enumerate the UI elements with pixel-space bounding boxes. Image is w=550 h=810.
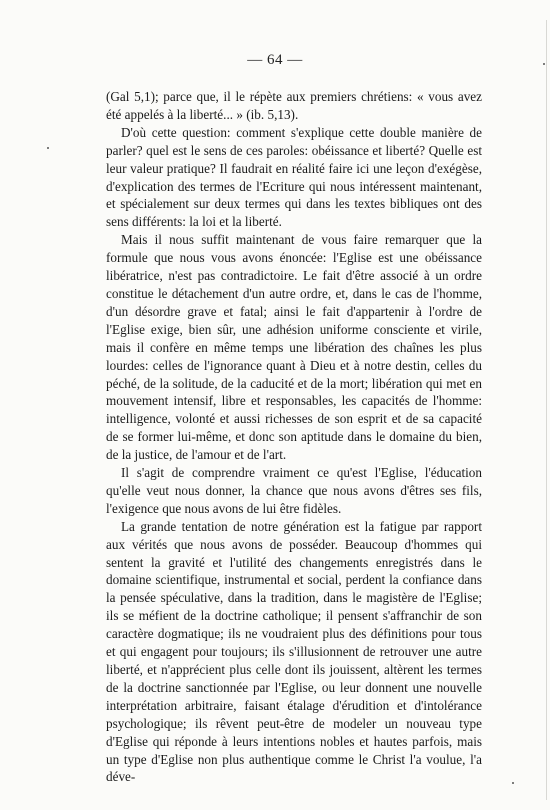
scan-speck [47, 147, 49, 149]
scan-speck [543, 63, 545, 65]
paragraph-continuation: (Gal 5,1); parce que, il le répète aux premiers chrétiens: « vous avez été appelés à la liberté... » (ib. 5,13). [106, 89, 482, 122]
scan-speck [512, 782, 514, 784]
body-text [106, 88, 482, 786]
paragraph: Mais il nous suffit maintenant de vous faire remarquer que la formule que nous vous avons énoncée: l'Eglise est une obéissance libératrice, n'est pas contradictoire. Le fait d'être associé à un ordre constitue le détachement d'un autre ordre, et, dans le cas de l'homme, d'un désordre grave et fatal; ainsi le fait d'appartenir à l'ordre de l'Eglise exige, bien sûr, une adhésion uniforme consciente et virile, mais il confère en même temps une libération des chaînes les plus lourdes: celles de l'ignorance quant à Dieu et à notre destin, celles du péché, de la solitude, de la caducité et de la mort; libération qui met en mouvement intensif, libre et responsables, les capacités de l'homme: intelligence, volonté et aussi richesses de son esprit et de sa capacité de se former lui-même, et donc son aptitude dans le domaine du bien, de la justice, de l'amour et de l'art. [106, 232, 482, 463]
paragraph: La grande tentation de notre génération est la fatigue par rapport aux vérités que nous avons de posséder. Beaucoup d'hommes qui sentent la gravité et l'utilité des changements enregistrés dans le domaine scientifique, instrumental et social, perdent la confiance dans la pensée spéculative, dans la tradition, dans le magistère de l'Eglise; ils se méfient de la doctrine catholique; il pensent s'affranchir de son caractère dogmatique; ils ne voudraient plus des définitions pour tous et qui engagent pour toujours; ils s'illusionnent de retrouver une autre liberté, et n'apprécient plus celle dont ils jouissent, altèrent les termes de la doctrine sanctionnée par l'Eglise, ou leur donnent une nouvelle interprétation arbitraire, faisant étalage d'érudition et d'intolérance psychologique; ils rêvent peut-être de modeler un nouveau type d'Eglise qui réponde à leurs intentions nobles et hautes parfois, mais un type d'Eglise non plus authentique comme le Christ l'a voulue, l'a déve- [106, 518, 482, 785]
paragraph: Il s'agit de comprendre vraiment ce qu'est l'Eglise, l'éducation qu'elle veut nous donner, la chance que nous avons d'êtres ses fils, l'exigence que nous avons de lui être fidèles. [106, 465, 482, 516]
page-edge-line [546, 20, 547, 800]
paragraph: D'où cette question: comment s'explique cette double manière de parler? quel est le sens de ces paroles: obéissance et liberté? Quelle est leur valeur pratique? Il faudrait en réalité faire ici une leçon d'exégèse, d'explication des termes de l'Ecriture qui nous intéressent maintenant, et spécialement sur deux termes qui dans les textes bibliques ont des sens différents: la loi et la liberté. [106, 124, 482, 230]
page-number: — 64 — [247, 52, 303, 68]
